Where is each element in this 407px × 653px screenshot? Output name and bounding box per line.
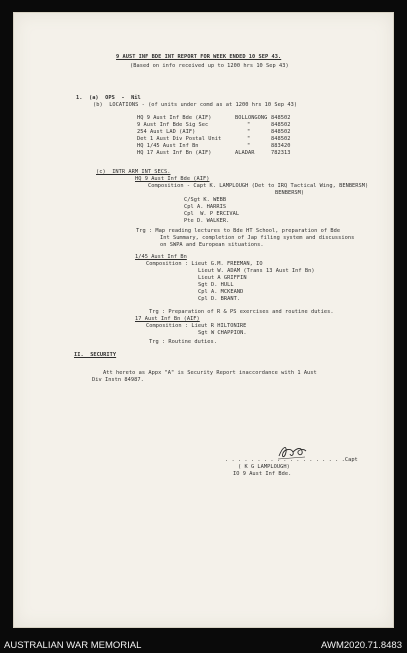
report-title: 9 AUST INF BDE INT REPORT FOR WEEK ENDED 10 SEP 43. (116, 54, 282, 60)
location-place: " (247, 143, 251, 149)
section-1c-heading: (c) INTR ARM INT SECS. (96, 169, 171, 175)
signatory-name: ( K G LAMPLOUGH) (238, 464, 290, 470)
bn145-member: Lieut W. ADAM (Trans 13 Aust Inf Bn) (198, 268, 315, 274)
location-ref: 782313 (271, 150, 291, 156)
location-place: BOLLONGONG (235, 115, 268, 121)
hq-training: on SWPA and European situations. (160, 242, 264, 248)
institution-label: AUSTRALIAN WAR MEMORIAL (4, 640, 142, 651)
location-place: " (247, 129, 251, 135)
location-place: " (247, 136, 251, 142)
bn145-member: Sgt D. HULL (198, 282, 234, 288)
bn17-composition: Composition : Lieut R HILTONIRE (146, 323, 247, 329)
location-ref: 848502 (271, 129, 291, 135)
bn145-composition: Composition : Lieut G.M. FREEMAN, IO (146, 261, 263, 267)
location-place: " (247, 122, 251, 128)
hq-training: Int Summary, completion of Jap filing system and discussions (160, 235, 355, 241)
report-subtitle: (Based on info received up to 1200 hrs 10 Sep 43) (130, 63, 289, 69)
footer (0, 638, 407, 653)
hq-member: C/Sgt K. WEBB (184, 197, 227, 203)
bn145-training: Trg : Preparation of R & PS exercises and routine duties. (149, 309, 334, 315)
location-ref: 848502 (271, 136, 291, 142)
location-unit: Det 1 Aust Div Postal Unit (137, 136, 222, 142)
bn145-member: Cpl D. BRANT. (198, 296, 241, 302)
location-unit: 9 Aust Inf Bde Sig Sec (137, 122, 209, 128)
bn17-heading: 17 Aust Inf Bn (AIF) (135, 316, 200, 322)
hq-section-heading: HQ 9 Aust Inf Bde (AIF) (135, 176, 210, 182)
signature-line: . . . . . . . . . . . . . . . . . . .Capt (225, 457, 358, 463)
section-2-heading: II. SECURITY (74, 352, 117, 358)
section-1-heading: 1. (a) OPS - Nil (76, 95, 141, 101)
signatory-role: IO 9 Aust Inf Bde. (233, 471, 292, 477)
bn17-member: Sgt W CHAPPION. (198, 330, 247, 336)
location-unit: HQ 9 Aust Inf Bde (AIF) (137, 115, 212, 121)
bn17-training: Trg : Routine duties. (149, 339, 218, 345)
location-unit: 254 Aust LAD (AIF) (137, 129, 196, 135)
location-unit: HQ 17 Aust Inf Bn (AIF) (137, 150, 212, 156)
location-unit: HQ 1/45 Aust Inf Bn (137, 143, 199, 149)
location-place: ALADAR (235, 150, 255, 156)
bn145-member: Lieut A GRIFFIN (198, 275, 247, 281)
bn145-member: Cpl A. MCKEAND (198, 289, 244, 295)
location-ref: 848502 (271, 115, 291, 121)
section-1b-heading: (b) LOCATIONS - (of units under comd as at 1200 hrs 10 Sep 43) (93, 102, 298, 108)
security-text: Att hereto as Appx "A" is Security Report inaccordance with 1 Aust (103, 370, 317, 376)
hq-composition-cont: BENBERSM) (275, 190, 305, 196)
security-text: Div Instn 84987. (92, 377, 144, 383)
bn145-heading: 1/45 Aust Inf Bn (135, 254, 187, 260)
hq-training: Trg : Map reading lectures to Bde HT School, preparation of Bde (136, 228, 341, 234)
hq-member: Pte D. WALKER. (184, 218, 230, 224)
location-ref: 883420 (271, 143, 291, 149)
hq-member: Cpl W. P ERCIVAL (184, 211, 240, 217)
document-page (13, 12, 394, 628)
location-ref: 848502 (271, 122, 291, 128)
catalogue-number: AWM2020.71.8483 (321, 640, 402, 651)
hq-member: Cpl A. HARRIS (184, 204, 227, 210)
hq-composition: Composition - Capt K. LAMPLOUGH (Det to IRQ Tactical Wing, BENBERSM) (148, 183, 369, 189)
